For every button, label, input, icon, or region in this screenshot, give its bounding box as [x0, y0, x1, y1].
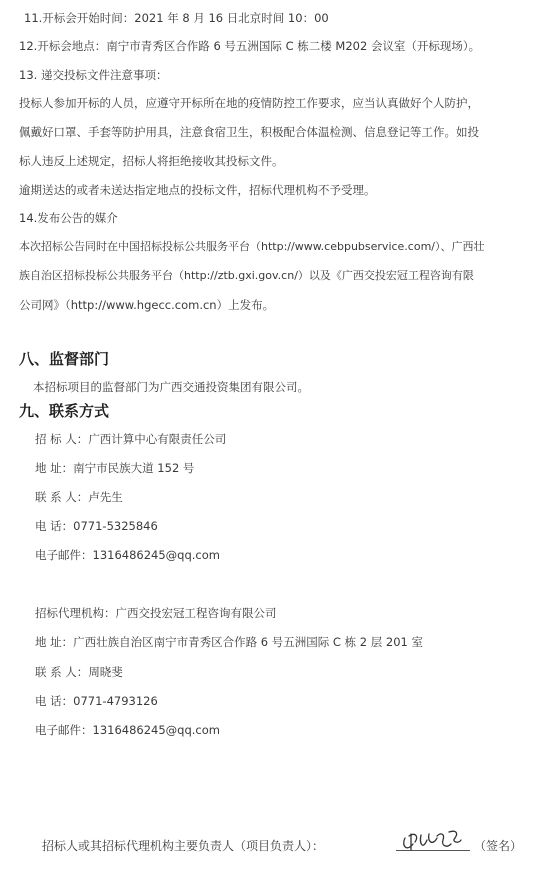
section-8-heading: 八、监督部门	[19, 350, 110, 368]
section-9-heading: 九、联系方式	[19, 402, 110, 420]
tenderer-contact-value: 卢先生	[88, 490, 123, 504]
item-13-paragraph-line-1: 投标人参加开标的人员，应遵守开标所在地的疫情防控工作要求，应当认真做好个人防护，	[19, 96, 479, 110]
item-11-open-time: 11.开标会开始时间：2021 年 8 月 16 日北京时间 10：00	[24, 11, 329, 25]
agent-contact-label: 联 系 人：	[35, 665, 89, 679]
agent-email-label: 电子邮件：	[35, 723, 93, 737]
agent-address-row	[35, 634, 423, 650]
item-13-paragraph-line-2: 佩戴好口罩、手套等防护用具，注意食宿卫生，积极配合体温检测、信息登记等工作。如投	[19, 125, 479, 139]
item-12-open-location: 12.开标会地点：南宁市青秀区合作路 6 号五洲国际 C 栋二楼 M202 会议室（开标现场）。	[19, 39, 481, 53]
agent-phone-value: 0771-4793126	[73, 694, 158, 708]
signature-label: 招标人或其招标代理机构主要负责人（项目负责人）：	[42, 839, 325, 853]
item-13-title: 13. 递交投标文件注意事项：	[19, 68, 168, 82]
tenderer-email-label: 电子邮件：	[35, 548, 93, 562]
tenderer-contact-row	[35, 489, 123, 505]
handwritten-signature	[397, 826, 467, 854]
item-13-paragraph-line-3: 标人违反上述规定，招标人将拒绝接收其投标文件。	[19, 154, 284, 168]
tenderer-address-value: 南宁市民族大道 152 号	[73, 461, 195, 475]
agent-address-label: 地 址：	[35, 635, 74, 649]
agent-contact-row	[35, 664, 123, 680]
item-14-line-1: 本次招标公告同时在中国招标投标公共服务平台（http://www.cebpubservice.com/）、广西壮	[19, 240, 485, 253]
agent-name-value: 广西交投宏冠工程咨询有限公司	[115, 606, 277, 620]
agent-name-row	[35, 605, 277, 621]
agent-contact-value: 周晓斐	[88, 665, 123, 679]
agent-name-label: 招标代理机构：	[35, 606, 116, 620]
item-14-title: 14.发布公告的媒介	[19, 211, 118, 225]
item-14-line-3: 公司网》（http://www.hgecc.com.cn）上发布。	[19, 298, 275, 312]
tenderer-address-row	[35, 460, 194, 476]
item-13-late-delivery-note: 逾期送达的或者未送达指定地点的投标文件，招标代理机构不予受理。	[19, 183, 376, 197]
tenderer-contact-label: 联 系 人：	[35, 490, 89, 504]
tenderer-email-row	[35, 547, 220, 563]
item-14-line-2: 族自治区招标投标公共服务平台（http://ztb.gxi.gov.cn/）以及《广西交投宏冠工程咨询有限	[19, 269, 474, 282]
tenderer-name-label: 招 标 人：	[35, 432, 89, 446]
agent-email-value: 1316486245@qq.com	[92, 723, 220, 737]
tenderer-phone-row	[35, 518, 158, 534]
signature-suffix: （签名）	[474, 839, 523, 853]
tenderer-email-value: 1316486245@qq.com	[92, 548, 220, 562]
tenderer-name-row	[35, 431, 226, 447]
tenderer-phone-label: 电 话：	[35, 519, 74, 533]
tenderer-phone-value: 0771-5325846	[73, 519, 158, 533]
section-8-text: 本招标项目的监督部门为广西交通投资集团有限公司。	[33, 380, 309, 394]
agent-email-row	[35, 722, 220, 738]
agent-phone-label: 电 话：	[35, 694, 74, 708]
agent-address-value: 广西壮族自治区南宁市青秀区合作路 6 号五洲国际 C 栋 2 层 201 室	[73, 635, 424, 649]
tenderer-address-label: 地 址：	[35, 461, 74, 475]
agent-phone-row	[35, 693, 158, 709]
tenderer-name-value: 广西计算中心有限责任公司	[88, 432, 227, 446]
